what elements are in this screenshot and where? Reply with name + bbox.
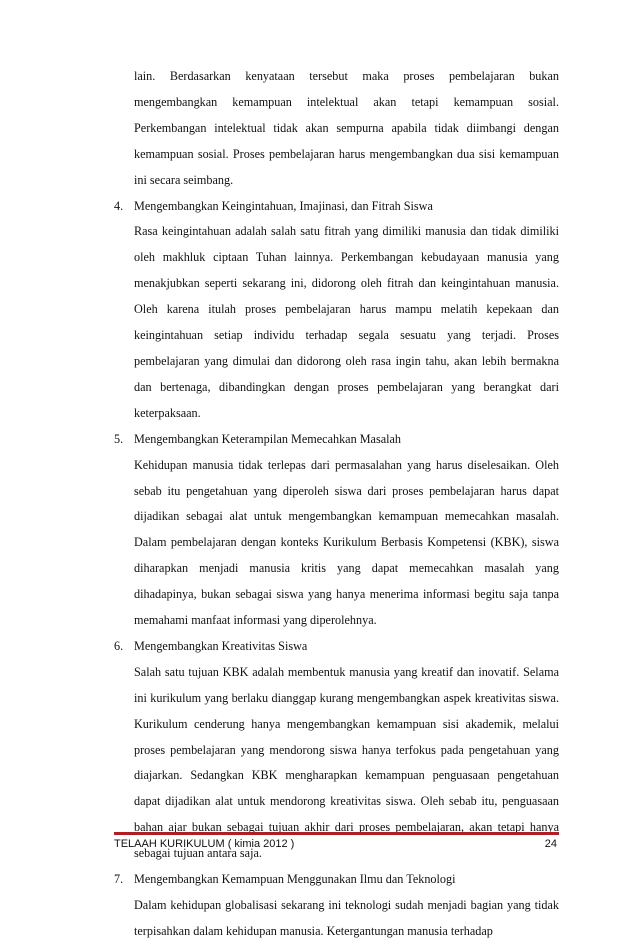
item-heading: Mengembangkan Kreativitas Siswa xyxy=(134,638,308,653)
item-body: Kehidupan manusia tidak terlepas dari permasalahan yang harus diselesaikan. Oleh sebab itu pengetahuan yang diperoleh siswa dari proses pembelajaran harus dapat dijadikan sebagai alat untuk mengembangkan kemampuan memecahkan masalah. Dalam pembelajaran dengan konteks Kurikulum Berbasis Kompetensi (KBK), siswa diharapkan menjadi manusia kritis yang dapat memecahkan masalah yang dihadapinya, bukan sebagai siswa yang hanya menerima informasi begitu saja tanpa memahami manfaat informasi yang diperolehnya. xyxy=(134,457,559,628)
page-number: 24 xyxy=(544,838,557,850)
item-heading: Mengembangkan Kemampuan Menggunakan Ilmu dan Teknologi xyxy=(134,872,456,887)
item-heading: Mengembangkan Keterampilan Memecahkan Masalah xyxy=(134,431,402,446)
intro-paragraph: lain. Berdasarkan kenyataan tersebut maka proses pembelajaran bukan mengembangkan kemampuan intelektual akan tetapi kemampuan sosial. Perkembangan intelektual tidak akan sempurna apabila tidak diimbangi dengan kemampuan sosial. Proses pembelajaran harus mengembangkan dua sisi kemampuan ini secara seimbang. xyxy=(134,69,559,187)
list-item-4 xyxy=(114,194,559,427)
item-number: 7. xyxy=(114,872,124,887)
list-item-5 xyxy=(114,427,559,634)
page-footer xyxy=(114,832,559,850)
item-body: Salah satu tujuan KBK adalah membentuk manusia yang kreatif dan inovatif. Selama ini kurikulum yang berlaku dianggap kurang mengembangkan aspek kreativitas siswa. Kurikulum cenderung hanya mengembangkan kemampuan sisi akademik, melalui proses pembelajaran yang mendorong siswa hanya terfokus pada pengetahuan yang diajarkan. Sedangkan KBK mengharapkan kemampuan penguasaan pengetahuan dapat dijadikan alat untuk mendorong kreativitas siswa. Oleh sebab itu, penguasaan bahan ajar bukan sebagai tujuan akhir dari proses pembelajaran, akan tetapi hanya sebagai tujuan antara saja. xyxy=(134,664,559,861)
item-body: Dalam kehidupan globalisasi sekarang ini teknologi sudah menjadi bagian yang tidak terpisahkan dalam kehidupan manusia. Ketergantungan manusia terhadap xyxy=(134,898,559,938)
item-number: 5. xyxy=(114,431,124,446)
page-body xyxy=(114,64,559,945)
item-number: 4. xyxy=(114,198,124,213)
item-heading: Mengembangkan Keingintahuan, Imajinasi, dan Fitrah Siswa xyxy=(134,198,433,213)
list-item-7 xyxy=(114,867,559,945)
item-number: 6. xyxy=(114,638,124,653)
footer-title: TELAAH KURIKULUM ( kimia 2012 ) xyxy=(114,838,295,850)
item-body: Rasa keingintahuan adalah salah satu fitrah yang dimiliki manusia dan tidak dimiliki oleh makhluk ciptaan Tuhan lainnya. Perkembangan kebudayaan manusia yang menakjubkan seperti sekarang ini, didorong oleh fitrah dan keingintahuan manusia. Oleh karena itulah proses pembelajaran harus mampu melatih kepekaan dan keingintahuan setiap individu terhadap segala sesuatu yang terjadi. Proses pembelajaran yang dimulai dan didorong oleh rasa ingin tahu, akan lebih bermakna dan bertenaga, dibandingkan dengan proses pembelajaran yang berangkat dari keterpaksaan. xyxy=(134,224,559,420)
